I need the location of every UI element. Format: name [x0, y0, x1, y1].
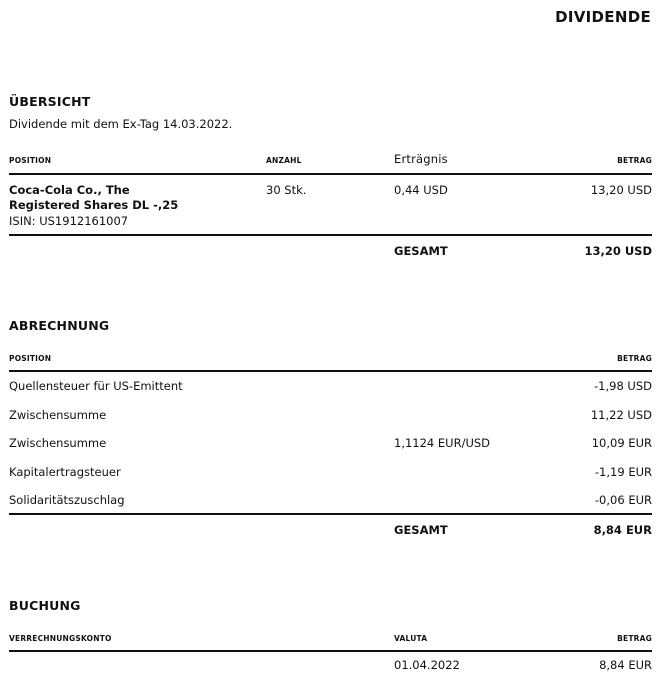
- position-name-line2: Registered Shares DL -,25: [9, 198, 179, 212]
- settlement-row-amount: -0,06 EUR: [594, 493, 652, 507]
- overview-header-position: POSITION: [9, 156, 52, 165]
- document-title: DIVIDENDE: [555, 8, 651, 26]
- settlement-header-rule: [9, 370, 652, 372]
- booking-header-account: VERRECHNUNGSKONTO: [9, 634, 112, 643]
- overview-total-label: GESAMT: [394, 244, 448, 258]
- booking-header-amount: BETRAG: [617, 634, 652, 643]
- overview-section-title: ÜBERSICHT: [9, 94, 91, 109]
- settlement-row-amount: -1,19 EUR: [594, 465, 652, 479]
- settlement-row-label: Zwischensumme: [9, 436, 107, 450]
- booking-amount: 8,84 EUR: [599, 658, 652, 672]
- overview-header-amount: BETRAG: [617, 156, 652, 165]
- settlement-header-amount: BETRAG: [617, 354, 652, 363]
- position-name-line1: Coca-Cola Co., The: [9, 183, 130, 197]
- settlement-row-label: Solidaritätszuschlag: [9, 493, 125, 507]
- overview-header-yield: Erträgnis: [394, 152, 448, 166]
- settlement-total-amount: 8,84 EUR: [593, 523, 652, 537]
- position-yield: 0,44 USD: [394, 183, 448, 197]
- position-quantity: 30 Stk.: [266, 183, 307, 197]
- settlement-total-label: GESAMT: [394, 523, 448, 537]
- overview-description: Dividende mit dem Ex-Tag 14.03.2022.: [9, 117, 233, 131]
- settlement-row-amount: 11,22 USD: [590, 408, 652, 422]
- settlement-row-rate: 1,1124 EUR/USD: [394, 436, 491, 450]
- settlement-row-label: Zwischensumme: [9, 408, 107, 422]
- booking-header-rule: [9, 650, 652, 652]
- overview-total-rule: [9, 234, 652, 236]
- position-isin: ISIN: US1912161007: [9, 214, 129, 228]
- settlement-section-title: ABRECHNUNG: [9, 318, 110, 333]
- settlement-total-rule: [9, 513, 652, 515]
- position-amount: 13,20 USD: [590, 183, 652, 197]
- booking-value-date: 01.04.2022: [394, 658, 460, 672]
- settlement-row-amount: -1,98 USD: [594, 379, 652, 393]
- overview-total-amount: 13,20 USD: [584, 244, 652, 258]
- overview-header-quantity: ANZAHL: [266, 156, 302, 165]
- booking-header-value-date: VALUTA: [394, 634, 428, 643]
- settlement-header-position: POSITION: [9, 354, 52, 363]
- settlement-row-amount: 10,09 EUR: [591, 436, 652, 450]
- overview-header-rule: [9, 173, 652, 175]
- booking-section-title: BUCHUNG: [9, 598, 81, 613]
- settlement-row-label: Quellensteuer für US-Emittent: [9, 379, 183, 393]
- settlement-row-label: Kapitalertragsteuer: [9, 465, 121, 479]
